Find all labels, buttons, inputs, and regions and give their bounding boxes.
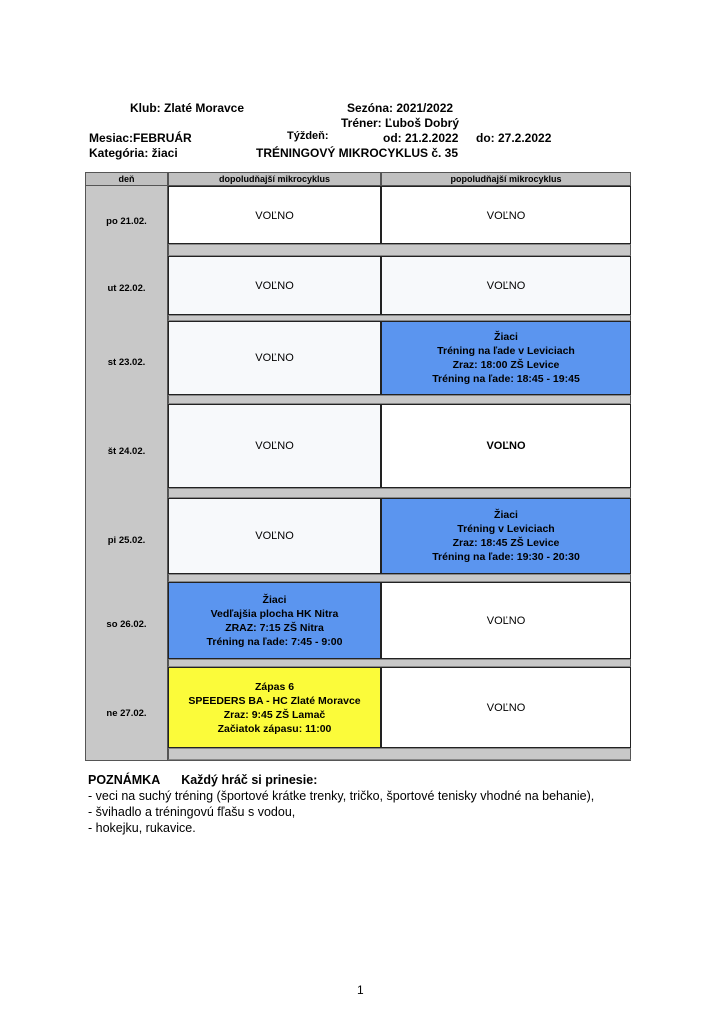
row-separator bbox=[168, 574, 631, 582]
am-slot bbox=[168, 404, 381, 488]
slot-line: Tréning na ľade: 18:45 - 19:45 bbox=[432, 373, 580, 385]
col-header-pm: popoludňajší mikrocyklus bbox=[381, 172, 631, 186]
day-cell: št 24.02. bbox=[85, 404, 168, 498]
col-header-day: deň bbox=[85, 172, 168, 186]
slot-line: SPEEDERS BA - HC Zlaté Moravce bbox=[188, 694, 361, 707]
row-separator bbox=[168, 395, 631, 404]
am-slot bbox=[168, 186, 381, 244]
date-to: do: 27.2.2022 bbox=[476, 131, 552, 145]
pm-slot bbox=[381, 256, 631, 315]
pm-slot bbox=[381, 582, 631, 659]
pm-slot bbox=[381, 404, 631, 488]
notes-section bbox=[88, 772, 594, 836]
slot-line: VOĽNO bbox=[486, 210, 526, 222]
row-separator bbox=[168, 659, 631, 667]
day-cell: ut 22.02. bbox=[85, 256, 168, 321]
notes-item: - veci na suchý tréning (športové krátke trenky, tričko, športové tenisky vhodné na behanie), bbox=[88, 789, 595, 803]
day-cell: so 26.02. bbox=[85, 582, 168, 667]
day-cell: st 23.02. bbox=[85, 321, 168, 404]
table-bottom-border bbox=[85, 760, 631, 761]
season: Sezóna: 2021/2022 bbox=[347, 101, 454, 115]
day-cell: pi 25.02. bbox=[85, 498, 168, 582]
slot-line: Začiatok zápasu: 11:00 bbox=[217, 722, 332, 735]
week-label: Týždeň: bbox=[287, 130, 329, 142]
slot-line: Žiaci bbox=[494, 509, 518, 521]
slot-line: VOĽNO bbox=[486, 614, 526, 627]
date-from: od: 21.2.2022 bbox=[383, 131, 459, 145]
day-cell: po 21.02. bbox=[85, 186, 168, 256]
notes-subtitle: Každý hráč si prinesie: bbox=[181, 773, 318, 787]
slot-line: Žiaci bbox=[494, 331, 518, 343]
slot-line: Zápas 6 bbox=[254, 680, 295, 693]
notes-title: POZNÁMKA bbox=[88, 773, 161, 787]
slot-line: Tréning v Leviciach bbox=[457, 523, 555, 535]
slot-line: Zraz: 18:45 ZŠ Levice bbox=[452, 537, 560, 549]
slot-line: VOĽNO bbox=[255, 280, 294, 292]
am-slot bbox=[168, 667, 381, 748]
slot-line: Žiaci bbox=[262, 593, 287, 606]
row-separator bbox=[168, 488, 631, 498]
microcycle-title: TRÉNINGOVÝ MIKROCYKLUS č. 35 bbox=[256, 146, 459, 160]
pm-slot bbox=[381, 321, 631, 395]
notes-item: - hokejku, rukavice. bbox=[88, 821, 196, 835]
slot-line: VOĽNO bbox=[486, 701, 526, 714]
pm-slot bbox=[381, 498, 631, 574]
slot-line: Tréning na ľade: 19:30 - 20:30 bbox=[432, 551, 580, 563]
am-slot bbox=[168, 256, 381, 315]
coach: Tréner: Ľuboš Dobrý bbox=[341, 116, 460, 130]
pm-slot bbox=[381, 667, 631, 748]
slot-line: VOĽNO bbox=[255, 352, 294, 364]
club-name: Klub: Zlaté Moravce bbox=[130, 101, 245, 115]
am-slot bbox=[168, 582, 381, 659]
pm-slot bbox=[381, 186, 631, 244]
slot-line: Tréning na ľade: 7:45 - 9:00 bbox=[206, 635, 343, 648]
schedule-table bbox=[85, 172, 631, 761]
slot-line: Zraz: 9:45 ZŠ Lamač bbox=[223, 708, 326, 721]
col-header-am: dopoludňajší mikrocyklus bbox=[168, 172, 381, 186]
day-cell: ne 27.02. bbox=[85, 667, 168, 760]
slot-line: VOĽNO bbox=[486, 440, 526, 452]
slot-line: ZRAZ: 7:15 ZŠ Nitra bbox=[225, 621, 324, 634]
slot-line: VOĽNO bbox=[255, 530, 294, 542]
slot-line: Zraz: 18:00 ZŠ Levice bbox=[452, 359, 560, 371]
page-number: 1 bbox=[357, 983, 364, 997]
month: Mesiac:FEBRUÁR bbox=[89, 131, 192, 145]
row-separator bbox=[168, 244, 631, 256]
notes-item: - švihadlo a tréningovú fľašu s vodou, bbox=[88, 805, 296, 819]
slot-line: VOĽNO bbox=[255, 440, 294, 452]
am-slot bbox=[168, 321, 381, 395]
row-separator bbox=[168, 748, 631, 760]
slot-line: Vedľajšia plocha HK Nitra bbox=[210, 607, 339, 620]
slot-line: VOĽNO bbox=[486, 280, 526, 292]
slot-line: Tréning na ľade v Leviciach bbox=[437, 345, 575, 357]
slot-line: VOĽNO bbox=[255, 210, 294, 222]
am-slot bbox=[168, 498, 381, 574]
category: Kategória: žiaci bbox=[89, 146, 178, 160]
